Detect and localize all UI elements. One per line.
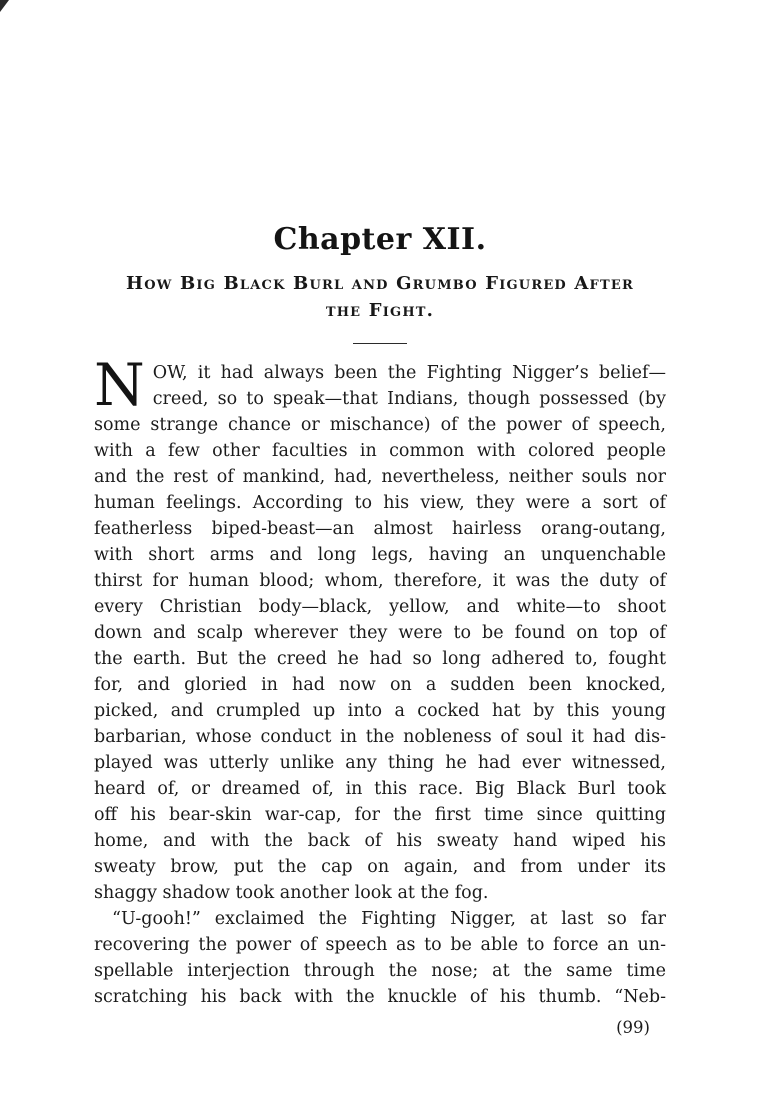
chapter-heading-line-1: How Big Black Burl and Grumbo Figured After: [126, 273, 634, 294]
drop-cap-initial: N: [94, 351, 145, 419]
text-line: creed, so to speak—that Indians, though possessed (by: [152, 389, 666, 409]
text-line: down and scalp wherever they were to be found on top of: [94, 623, 666, 643]
section-divider: [353, 343, 407, 344]
text-line: played was utterly unlike any thing he had ever witnessed,: [94, 753, 666, 773]
text-line: for, and gloried in had now on a sudden been knocked,: [94, 675, 666, 695]
text-line: sweaty brow, put the cap on again, and from under its: [94, 857, 666, 877]
text-line: human feelings. According to his view, they were a sort of: [94, 493, 666, 513]
book-page: [94, 0, 666, 1037]
text-line: every Christian body—black, yellow, and white—to shoot: [94, 597, 666, 617]
chapter-title: Chapter XII.: [273, 222, 487, 257]
text-line: home, and with the back of his sweaty hand wiped his: [94, 831, 666, 851]
text-line: some strange chance or mischance) of the power of speech,: [94, 415, 666, 435]
text-line: “U-gooh!” exclaimed the Fighting Nigger, at last so far: [112, 909, 666, 929]
text-line: and the rest of mankind, had, nevertheless, neither souls nor: [94, 467, 666, 487]
text-line: featherless biped-beast—an almost hairless orang-outang,: [94, 519, 666, 539]
paragraph-2-lines: [94, 906, 666, 1010]
chapter-heading: [94, 270, 666, 324]
text-line: recovering the power of speech as to be able to force an un-: [94, 935, 666, 955]
paragraph-1: [94, 351, 666, 906]
chapter-heading-line-2: the Fight.: [325, 300, 435, 321]
text-line: heard of, or dreamed of, in this race. Big Black Burl took: [94, 779, 666, 799]
text-line: barbarian, whose conduct in the nobleness of soul it had dis-: [94, 727, 666, 747]
text-line: picked, and crumpled up into a cocked hat by this young: [94, 701, 666, 721]
body-text: [94, 351, 666, 1010]
text-line: spellable interjection through the nose; at the same time: [94, 961, 666, 981]
text-line: with short arms and long legs, having an unquenchable: [94, 545, 666, 565]
scan-artifact: [0, 0, 9, 12]
paragraph-2: [94, 906, 666, 1010]
text-line: scratching his back with the knuckle of his thumb. “Neb-: [94, 987, 666, 1007]
page-number: (99): [616, 1018, 650, 1037]
text-line: OW, it had always been the Fighting Nigger’s belief—: [152, 363, 666, 383]
text-line: with a few other faculties in common with colored people: [94, 441, 666, 461]
paragraph-1-lines: [94, 351, 666, 906]
text-line: the earth. But the creed he had so long adhered to, fought: [94, 649, 666, 669]
text-line: off his bear-skin war-cap, for the first time since quitting: [94, 805, 666, 825]
text-line: shaggy shadow took another look at the fog.: [94, 883, 489, 903]
text-line: thirst for human blood; whom, therefore, it was the duty of: [94, 571, 666, 591]
